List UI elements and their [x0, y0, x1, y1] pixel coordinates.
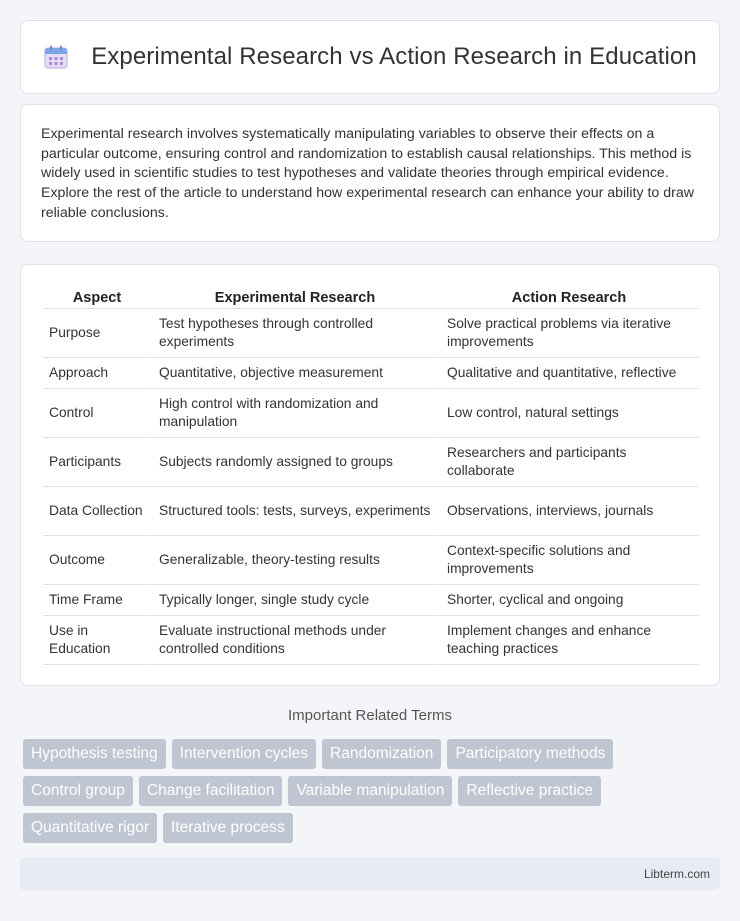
- cell-aspect: Use in Education: [43, 616, 151, 665]
- cell-aspect: Time Frame: [43, 585, 151, 616]
- cell-aspect: Outcome: [43, 536, 151, 585]
- page-title: Experimental Research vs Action Research in Education: [91, 43, 697, 70]
- table-row: [43, 536, 699, 585]
- table-row: [43, 309, 699, 358]
- cell-experimental: Typically longer, single study cycle: [151, 585, 439, 616]
- table-row: [43, 616, 699, 665]
- term-tag[interactable]: Participatory methods: [447, 739, 613, 769]
- intro-card: [20, 104, 720, 242]
- cell-action: Low control, natural settings: [439, 389, 699, 438]
- cell-action: Shorter, cyclical and ongoing: [439, 585, 699, 616]
- cell-action: Implement changes and enhance teaching practices: [439, 616, 699, 665]
- related-terms-list: [23, 739, 723, 843]
- cell-experimental: High control with randomization and manipulation: [151, 389, 439, 438]
- comparison-card: [20, 264, 720, 686]
- cell-aspect: Data Collection: [43, 487, 151, 536]
- cell-experimental: Test hypotheses through controlled experiments: [151, 309, 439, 358]
- term-tag[interactable]: Intervention cycles: [172, 739, 316, 769]
- term-tag[interactable]: Hypothesis testing: [23, 739, 166, 769]
- table-header-row: [43, 285, 699, 309]
- term-tag[interactable]: Randomization: [322, 739, 441, 769]
- term-tag[interactable]: Reflective practice: [458, 776, 601, 806]
- cell-experimental: Evaluate instructional methods under controlled conditions: [151, 616, 439, 665]
- term-tag[interactable]: Change facilitation: [139, 776, 283, 806]
- header: [43, 43, 697, 71]
- table-row: [43, 585, 699, 616]
- term-tag[interactable]: Variable manipulation: [288, 776, 452, 806]
- comparison-table: [43, 285, 699, 665]
- cell-experimental: Quantitative, objective measurement: [151, 358, 439, 389]
- table-row: [43, 389, 699, 438]
- footer: [20, 857, 720, 890]
- header-aspect: Aspect: [43, 285, 151, 309]
- intro-text: Experimental research involves systematically manipulating variables to observe their effects on a particular outcome, ensuring control and randomization to establish causal relationships. This method is widely used in scientific studies to test hypotheses and validate theories through empirical evidence. Explore the rest of the article to understand how experimental research can enhance your ability to draw reliable conclusions.: [41, 126, 694, 221]
- related-terms-title: Important Related Terms: [288, 707, 452, 724]
- table-row: [43, 487, 699, 536]
- cell-aspect: Approach: [43, 358, 151, 389]
- term-tag[interactable]: Quantitative rigor: [23, 813, 157, 843]
- term-tag[interactable]: Iterative process: [163, 813, 293, 843]
- header-experimental: Experimental Research: [151, 285, 439, 309]
- cell-experimental: Generalizable, theory-testing results: [151, 536, 439, 585]
- cell-aspect: Participants: [43, 438, 151, 487]
- cell-action: Observations, interviews, journals: [439, 487, 699, 536]
- table-row: [43, 358, 699, 389]
- calendar-icon: [43, 44, 69, 70]
- header-card: [20, 20, 720, 94]
- cell-action: Qualitative and quantitative, reflective: [439, 358, 699, 389]
- cell-action: Context-specific solutions and improvements: [439, 536, 699, 585]
- header-action: Action Research: [439, 285, 699, 309]
- table-row: [43, 438, 699, 487]
- cell-aspect: Control: [43, 389, 151, 438]
- cell-action: Researchers and participants collaborate: [439, 438, 699, 487]
- cell-aspect: Purpose: [43, 309, 151, 358]
- footer-site-link[interactable]: Libterm.com: [643, 866, 710, 881]
- cell-experimental: Structured tools: tests, surveys, experiments: [151, 487, 439, 536]
- cell-experimental: Subjects randomly assigned to groups: [151, 438, 439, 487]
- cell-action: Solve practical problems via iterative improvements: [439, 309, 699, 358]
- term-tag[interactable]: Control group: [23, 776, 133, 806]
